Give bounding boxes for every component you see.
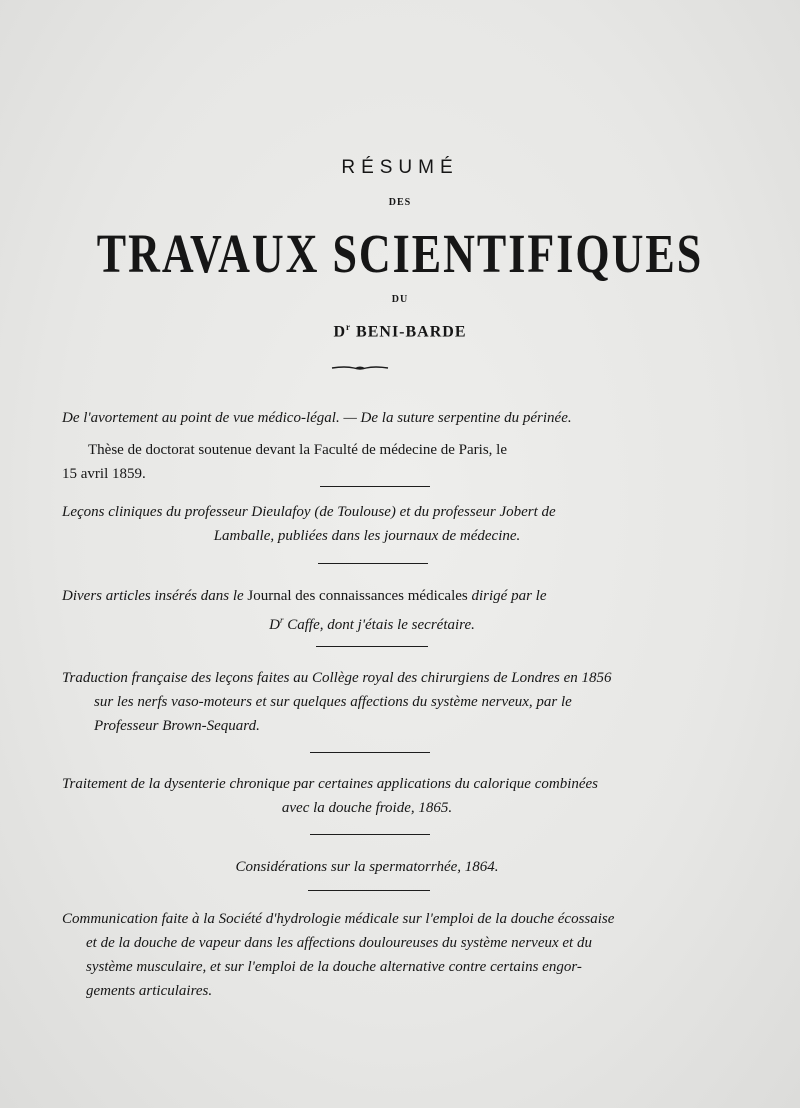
entry-7 [62,907,682,1003]
entry-3-line2-rest: Caffe, dont j'étais le secrétaire. [287,617,475,633]
entry-1-body [62,438,672,486]
entry-6-line1: Considérations sur la spermatorrhée, 1864. [235,859,499,875]
entry-7-line3: système musculaire, et sur l'emploi de la douche alternative contre certains engor- [86,959,582,975]
entry-3-line2-sup: r [279,615,284,625]
entry-1-title: De l'avortement au point de vue médico-légal. — De la suture serpentine du périnée. [62,410,572,426]
entry-1-body-line2: 15 avril 1859. [62,466,146,482]
entry-4-line3: Professeur Brown-Sequard. [94,718,260,734]
entry-3-journal: Journal des connaissances médicales [247,588,468,604]
author-prefix: D [333,323,347,341]
entry-7-line1: Communication faite à la Société d'hydrologie médicale sur l'emploi de la douche écossaise [62,911,615,927]
divider-2 [318,563,428,564]
entry-4-line1: Traduction française des leçons faites au Collège royal des chirurgiens de Londres en 1856 [62,670,612,686]
ornament-divider [330,364,390,372]
entry-3-part3: dirigé par le [471,588,547,604]
entry-3-line2 [62,608,682,637]
entry-4-line2: sur les nerfs vaso-moteurs et sur quelques affections du système nerveux, par le [94,694,572,710]
divider-4 [310,752,430,753]
divider-5 [310,834,430,835]
entry-3-line2-prefix: D [269,617,280,633]
entry-7-line2: et de la douche de vapeur dans les affections douloureuses du système nerveux et du [86,935,592,951]
entry-6 [62,855,672,879]
entry-3-part1: Divers articles insérés dans le [62,588,244,604]
main-title: TRAVAUX SCIENTIFIQUES [96,223,704,285]
heading-des: DES [388,197,412,208]
author-sup: r [346,322,352,332]
entry-2 [62,500,672,548]
divider-3 [316,646,428,647]
entry-3 [62,584,682,637]
entry-5-line2: avec la douche froide, 1865. [281,800,453,816]
entry-4 [62,666,672,738]
entry-7-line4: gements articulaires. [86,983,213,999]
divider-1 [320,486,430,487]
entry-2-line2: Lamballe, publiées dans les journaux de médecine. [213,528,521,544]
entry-5-line1: Traitement de la dysenterie chronique par certaines applications du calorique combinées [62,776,599,792]
heading-resume: RÉSUMÉ [341,157,459,178]
entry-5 [62,772,672,820]
author-name [0,322,800,341]
author-surname: BENI-BARDE [356,323,467,341]
entry-2-line1: Leçons cliniques du professeur Dieulafoy (de Toulouse) et du professeur Jobert de [62,504,556,520]
entry-1-body-line1: Thèse de doctorat soutenue devant la Faculté de médecine de Paris, le [88,442,508,458]
heading-du: DU [391,294,409,305]
divider-6 [308,890,430,891]
